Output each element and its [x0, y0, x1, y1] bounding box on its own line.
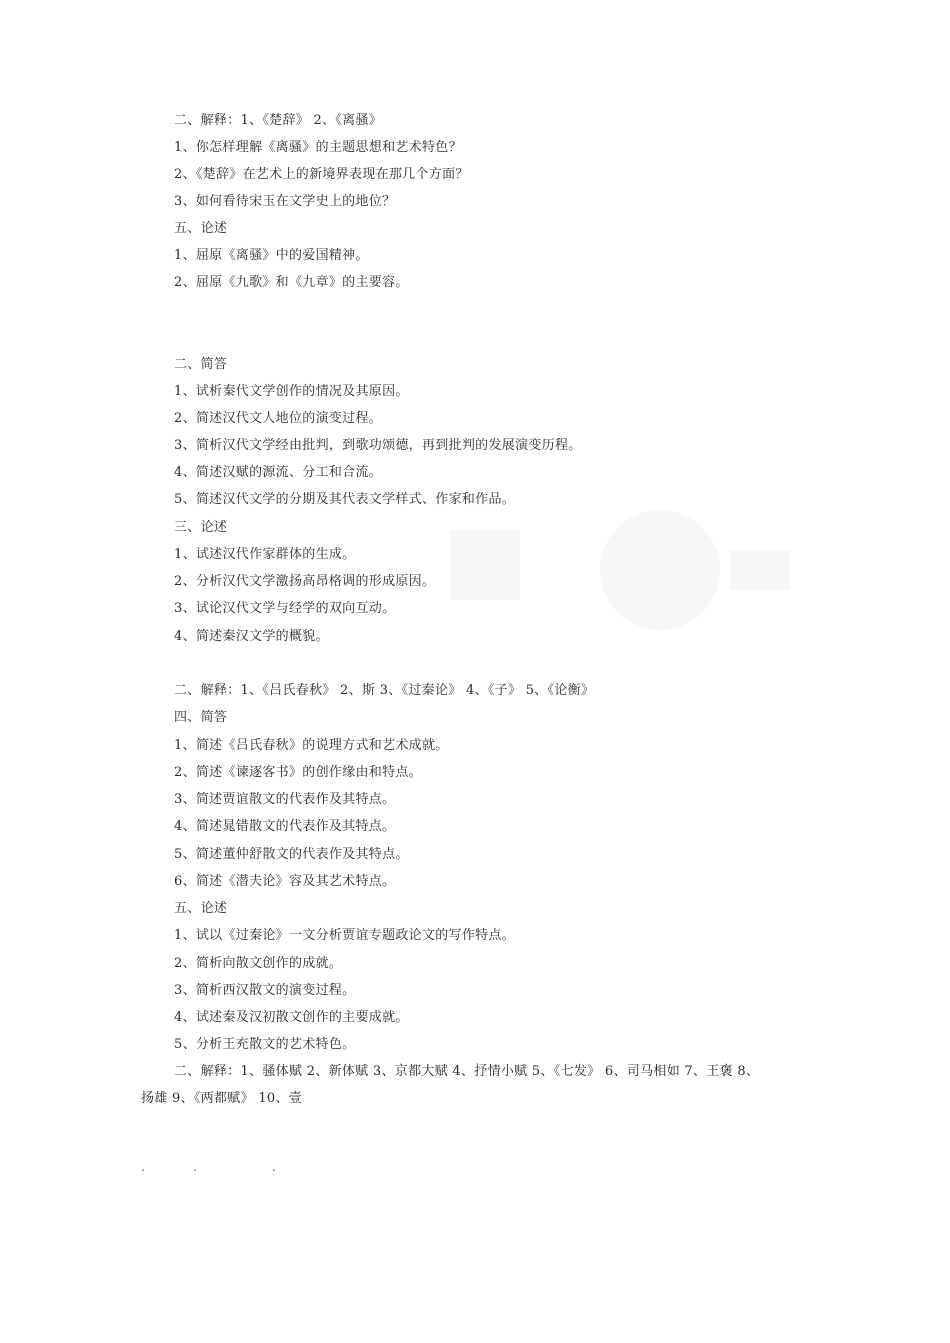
question-item: 2、分析汉代文学激扬高昂格调的形成原因。	[174, 574, 436, 589]
section-heading: 五、论述	[174, 221, 228, 236]
question-item: 1、试以《过秦论》一文分析贾谊专题政论文的写作特点。	[174, 928, 516, 943]
section-heading: 四、简答	[174, 710, 228, 725]
section-heading: 二、解释：1、骚体赋 2、新体赋 3、京都大赋 4、抒情小赋 5、《七发》 6、司马相如 7、王褒 8、	[174, 1064, 760, 1079]
question-item: 5、简述董仲舒散文的代表作及其特点。	[174, 847, 409, 862]
question-item: 2、简述汉代文人地位的演变过程。	[174, 411, 383, 426]
question-item: 1、你怎样理解《离骚》的主题思想和艺术特色？	[174, 140, 462, 155]
question-item: 3、试论汉代文学与经学的双向互动。	[174, 601, 396, 616]
section-heading: 二、解释：1、《楚辞》 2、《离骚》	[174, 113, 383, 128]
question-item: 1、简述《吕氏春秋》的说理方式和艺术成就。	[174, 738, 449, 753]
section-heading: 五、论述	[174, 901, 228, 916]
question-item: 3、简述贾谊散文的代表作及其特点。	[174, 792, 396, 807]
question-item: 2、《楚辞》在艺术上的新境界表现在那几个方面？	[174, 167, 469, 182]
question-item: 1、屈原《离骚》中的爱国精神。	[174, 248, 369, 263]
question-item: 5、简述汉代文学的分期及其代表文学样式、作家和作品。	[174, 492, 516, 507]
question-item: 2、屈原《九歌》和《九章》的主要容。	[174, 275, 409, 290]
question-item: 1、试述汉代作家群体的生成。	[174, 547, 356, 562]
question-item: 2、简述《谏逐客书》的创作缘由和特点。	[174, 765, 422, 780]
question-item: 扬雄 9、《两都赋》 10、壹	[141, 1091, 303, 1106]
question-item: 4、简述秦汉文学的概貌。	[174, 629, 329, 644]
question-item: 3、如何看待宋玉在文学史上的地位？	[174, 194, 396, 209]
section-heading: 三、论述	[174, 520, 228, 535]
question-item: 2、简析向散文创作的成就。	[174, 956, 343, 971]
question-item: 1、试析秦代文学创作的情况及其原因。	[174, 384, 409, 399]
question-item: 4、试述秦及汉初散文创作的主要成就。	[174, 1010, 409, 1025]
question-item: 4、简述晁错散文的代表作及其特点。	[174, 819, 396, 834]
stray-dot: .	[272, 1160, 276, 1174]
section-heading: 二、解释：1、《吕氏春秋》 2、斯 3、《过秦论》 4、《子》 5、《论衡》	[174, 683, 595, 698]
question-item: 4、简述汉赋的源流、分工和合流。	[174, 465, 383, 480]
stray-dot: .	[193, 1160, 197, 1174]
question-item: 5、分析王充散文的艺术特色。	[174, 1037, 356, 1052]
section-heading: 二、简答	[174, 357, 228, 372]
question-item: 3、简析汉代文学经由批判，到歌功颂德，再到批判的发展演变历程。	[174, 438, 582, 453]
question-item: 3、简析西汉散文的演变过程。	[174, 983, 356, 998]
stray-dot: .	[141, 1160, 145, 1174]
question-item: 6、简述《潜夫论》容及其艺术特点。	[174, 874, 396, 889]
